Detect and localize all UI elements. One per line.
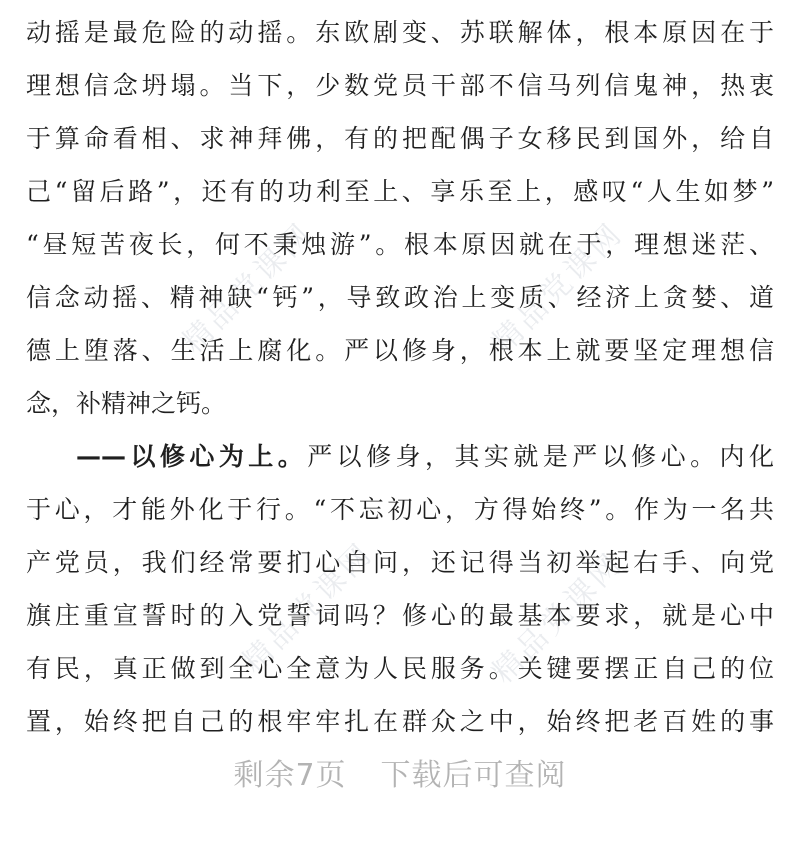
text-line: 念，补精神之钙。 [26,389,227,418]
remaining-pages-prompt[interactable] [0,750,800,794]
text-line: 有民，真正做到全心全意为人民服务。关键要摆正自己的位 [26,654,774,683]
text-line: 理想信念坍塌。当下，少数党员干部不信马列信鬼神，热衷 [26,71,774,100]
text-line: 于算命看相、求神拜佛，有的把配偶子女移民到国外，给自 [26,124,774,153]
text-line: 产党员，我们经常要扪心自问，还记得当初举起右手、向党 [26,548,774,577]
text-fragment: 严以修身，其实就是严以修心。内化 [307,442,774,471]
text-line: “昼短苦夜长，何不秉烛游”。根本原因就在于，理想迷茫、 [26,230,774,259]
text-line: 动摇是最危险的动摇。东欧剧变、苏联解体，根本原因在于 [26,18,774,47]
watermark: 精品党课网 [235,535,381,681]
watermark: 精品党课网 [485,215,631,361]
text-line: 旗庄重宣誓时的入党誓词吗？修心的最基本要求，就是心中 [26,601,774,630]
text-line: 于心，才能外化于行。“不忘初心，方得始终”。作为一名共 [26,495,774,524]
paragraph-heading: ——以修心为上。 [76,442,308,471]
paragraph-first-line [76,440,774,474]
text-line: 己“留后路”，还有的功利至上、享乐至上，感叹“人生如梦” [26,177,774,206]
download-hint-label: 下载后可查阅 [380,758,567,793]
text-line: 信念动摇、精神缺“钙”，导致政治上变质、经济上贪婪、道 [26,283,774,312]
watermark: 精品党课网 [175,215,321,361]
text-line: 德上堕落、生活上腐化。严以修身，根本上就要坚定理想信 [26,336,774,365]
text-line: 置，始终把自己的根牢牢扎在群众之中，始终把老百姓的事 [26,707,774,736]
watermark: 精品党课网 [485,545,631,691]
remaining-pages-label: 剩余7页 [233,758,347,793]
